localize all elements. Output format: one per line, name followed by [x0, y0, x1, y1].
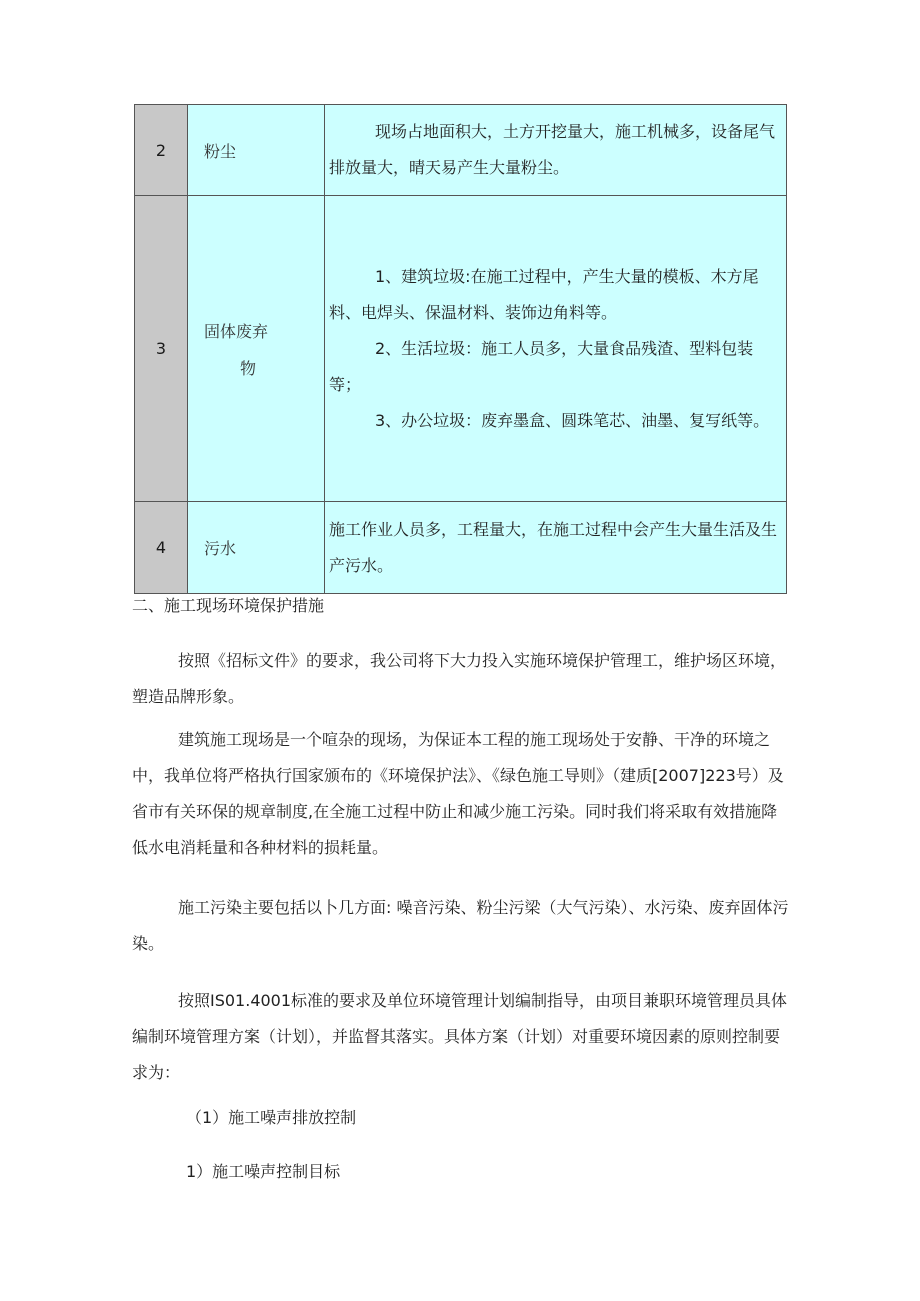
row-number: 3 [135, 196, 188, 502]
factor-name-line1: 固体废弃 [204, 321, 269, 341]
factor-name-line1: 粉尘 [204, 141, 237, 161]
table-row [135, 105, 787, 196]
paragraph-text: 建筑施工现场是一个喧杂的现场，为保证本工程的施工现场处于安静、干净的环境之中，我单位将严格执行国家颁布的《环境保护法》、《绿色施工导则》（建质[2007]223号）及省市有关环保的规章制度,在全施工过程中防止和减少施工污染。同时我们将采取有效措施降低水电消耗量和各种材料的损耗量。 [132, 730, 784, 857]
paragraph-text: 按照IS01.4001标准的要求及单位环境管理计划编制指导，由项目兼职环境管理员具体编制环境管理方案（计划），并监督其落实。具体方案（计划）对重要环境因素的原则控制要求为： [132, 991, 788, 1082]
factor-description [325, 196, 787, 502]
paragraph-text: 按照《招标文件》的要求，我公司将下大力投入实施环境保护管理工，维护场区环境，塑造品牌形象。 [132, 651, 787, 706]
paragraph-text: 施工污染主要包括以卜几方面: 噪音污染、粉尘污梁（大气污染）、水污染、废弃固体污染。 [132, 898, 789, 953]
section-heading: 二、施工现场环境保护措施 [132, 596, 325, 615]
row-number: 4 [135, 502, 188, 594]
factor-name-line2: 物 [240, 358, 257, 378]
description-text: 现场占地面积大，土方开挖量大，施工机械多，设备尾气排放量大，晴天易产生大量粉尘。 [329, 122, 776, 177]
factor-name-line1: 污水 [204, 539, 237, 558]
description-text: 2、生活垃圾：施工人员多，大量食品残渣、型料包装等； [329, 338, 754, 394]
factor-description [325, 502, 787, 594]
subheading-noise-target: 1）施工噪声控制目标 [186, 1162, 341, 1181]
factor-description [325, 105, 787, 196]
paragraph [132, 983, 792, 1091]
subheading-noise-control: （1）施工噪声排放控制 [186, 1108, 357, 1127]
paragraph [132, 722, 792, 866]
paragraph [132, 890, 792, 962]
environment-factors-table [134, 104, 787, 594]
factor-name [188, 502, 325, 594]
row-number: 2 [135, 105, 188, 196]
description-text: 1、建筑垃圾:在施工过程中，产生大量的模板、木方尾料、电焊头、保温材料、装饰边角料等。 [329, 266, 759, 322]
description-text: 施工作业人员多，工程量大，在施工过程中会产生大量生活及生产污水。 [329, 519, 778, 575]
factor-name [188, 105, 325, 196]
paragraph [132, 643, 792, 715]
factor-name [188, 196, 325, 502]
table-row [135, 502, 787, 594]
table-row [135, 196, 787, 502]
description-text: 3、办公垃圾：废弃墨盒、圆珠笔芯、油墨、复写纸等。 [375, 410, 770, 430]
